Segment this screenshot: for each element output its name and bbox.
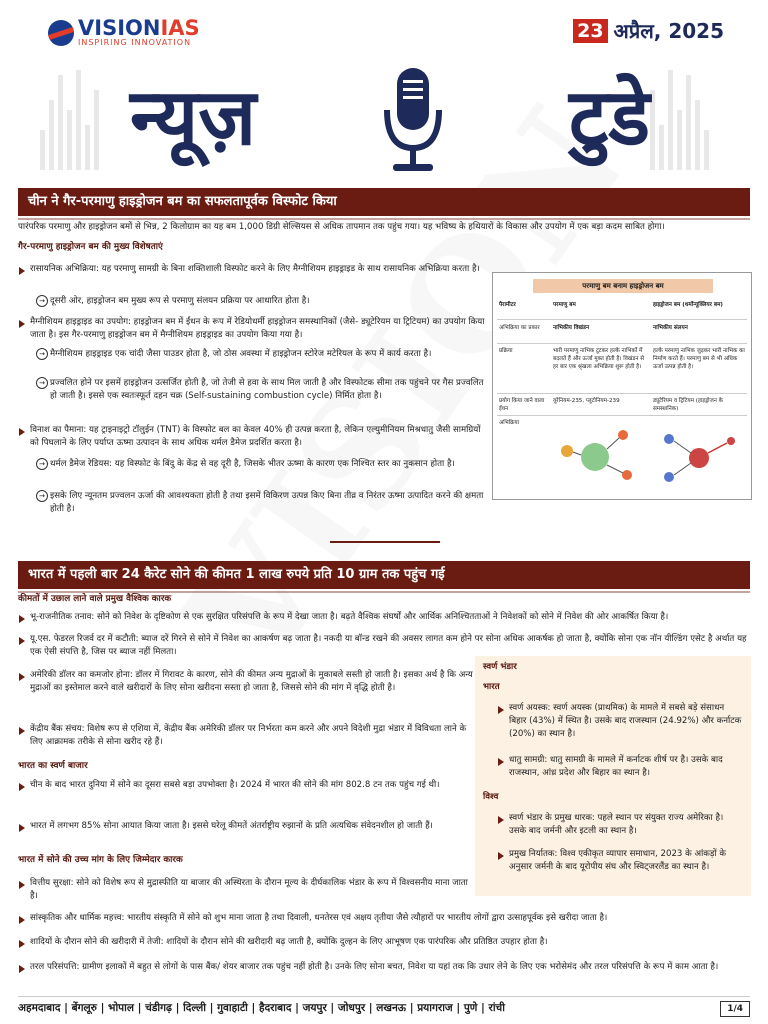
list-item: स्वर्ण अयस्क: स्वर्ण अयस्क (प्राथमिक) के मामले में सबसे बड़े संसाधन बिहार (43%) में स्थित है। उसके बाद राजस्थान (24.92%) और कर्नाटक (20%) का स्थान है। <box>497 702 743 741</box>
box-subhead-india: भारत <box>483 682 500 692</box>
fission-diagram <box>553 421 643 495</box>
sound-bars-left <box>40 60 99 170</box>
footer-cities: अहमदाबाद | बेंगलूरु | भोपाल | चंडीगढ़ | दिल्ली | गुवाहाटी | हैदराबाद | जयपुर | जोधपुर | लखनऊ | प्रयागराज | पुणे | रांची <box>18 1002 505 1014</box>
list-item: → थर्मल डैमेज रेडियस: यह विस्फोट के बिंदु के केंद्र से वह दूरी है, जिसके भीतर ऊष्मा के कारण एक निश्चित स्तर का नुकसान होता है। <box>36 458 486 471</box>
list-item: → प्रज्वलित होने पर इसमें हाइड्रोजन उत्सर्जित होती है, जो तेजी से हवा के साथ मिल जाती है और विस्फोटक सीमा तक पहुंचने पर गैस प्रज्वलित हो जाती है। इससे एक स्वतःस्फूर्त दहन चक्र (Self-sustaining combustion cycle) निर्मित होता है। <box>36 377 486 403</box>
gold-reserve-box <box>475 656 751 896</box>
date-day: 23 <box>573 19 607 43</box>
section2-subhead-2: भारत का स्वर्ण बाजार <box>18 761 88 771</box>
table-cell: ड्यूटेरियम व ट्रिटियम (हाइड्रोजन के समस्थानिक) <box>653 398 723 412</box>
list-item: विनाश का पैमाना: यह ट्राइनाइट्रो टॉलुईन (TNT) के विस्फोट बल का केवल 40% ही उत्पन्न करता है, लेकिन एल्युमीनियम मिश्रधातु जैसी सामग्रियों को पिघलाने के लिए पर्याप्त ऊष्मा उत्पादन के साथ अधिक थर्मल डैमेज प्रदर्शित करता है। <box>18 424 488 450</box>
list-item: शादियों के दौरान सोने की खरीदारी में तेजी: शादियों के दौरान सोने की खरीदारी बढ़ जाती है, क्योंकि दुल्हन के लिए आभूषण एक पारंपरिक और प्रतिष्ठित उपहार होता है। <box>18 936 753 949</box>
table-cell: भारी परमाणु नाभिक टूटकर हल्के नाभिकों में बदलते हैं और ऊर्जा मुक्त होती है। विखंडन से हर बार एक श्रृंखला अभिक्रिया शुरू होती है। <box>553 348 645 370</box>
table-header: पैरामीटर <box>499 302 516 308</box>
table-header: हाइड्रोजन बम (थर्मोन्यूक्लियर बम) <box>653 302 723 308</box>
date-month-year: अप्रैल, 2025 <box>613 19 724 43</box>
section2-subhead-3: भारत में सोने की उच्च मांग के लिए जिम्मेदार कारक <box>18 855 183 865</box>
list-item: तरल परिसंपत्ति: ग्रामीण इलाकों में बहुत से लोगों के पास बैंक/ शेयर बाजार तक पहुंच नहीं होती है। उनके लिए सोना बचत, निवेश या यहां तक कि उधार लेने के लिए एक भरोसेमंद और तरल परिसंपत्ति के रूप में काम आता है। <box>18 961 753 974</box>
microphone-icon <box>375 58 451 178</box>
section1-subhead: गैर-परमाणु हाइड्रोजन बम की मुख्य विशेषताएं <box>18 242 163 252</box>
table-header: परमाणु बम <box>553 302 576 308</box>
table-cell: हल्के परमाणु नाभिक जुड़कर भारी नाभिक का निर्माण करते हैं। परमाणु बम से भी अधिक ऊर्जा उत्पन्न होती है। <box>653 348 745 370</box>
brand-logo[interactable] <box>48 18 200 47</box>
logo-icon <box>48 20 74 46</box>
list-item: धातु सामग्री: धातु सामग्री के मामले में कर्नाटक शीर्ष पर है। उसके बाद राजस्थान, आंध्र प्रदेश और बिहार का स्थान है। <box>497 754 743 780</box>
section-divider <box>330 541 440 543</box>
brand-name: VISIONIAS <box>78 16 200 40</box>
list-item: → दूसरी ओर, हाइड्रोजन बम मुख्य रूप से परमाणु संलयन प्रक्रिया पर आधारित होता है। <box>36 295 486 308</box>
list-item: प्रमुख निर्यातक: विश्व एकीकृत व्यापार समाधान, 2023 के आंकड़ों के अनुसार जर्मनी के बाद यूरोपीय संघ और स्विट्जरलैंड का स्थान है। <box>497 848 743 874</box>
table-cell: अभिक्रिया <box>499 420 520 426</box>
table-cell: नाभिकीय संलयन <box>653 325 688 331</box>
list-item: → मैग्नीशियम हाइड्राइड एक चांदी जैसा पाउडर होता है, जो ठोस अवस्था में हाइड्रोजन स्टोरेज मटेरियल के रूप में कार्य करता है। <box>36 348 486 361</box>
issue-date <box>573 17 724 44</box>
list-item: → इसके लिए न्यूनतम प्रज्वलन ऊर्जा की आवश्यकता होती है तथा इसमें विकिरण उत्पन्न किए बिना तीव्र व निरंतर ऊष्मा उत्पादित करने की क्षमता होती है। <box>36 490 486 516</box>
list-item: वित्तीय सुरक्षा: सोने को विशेष रूप से मुद्रास्फीति या बाजार की अस्थिरता के दौरान मूल्य के दीर्घकालिक भंडार के रूप में विश्वसनीय माना जाता है। <box>18 877 473 903</box>
list-item: अमेरिकी डॉलर का कमजोर होना: डॉलर में गिरावट के कारण, सोने की कीमत अन्य मुद्राओं के मुकाबले सस्ती हो जाती है। इसका अर्थ है कि अन्य मुद्राओं का इस्तेमाल करने वाले खरीदारों के लिए सोना खरीदना सस्ता हो जाता है, जिससे सोने की मांग में वृद्धि होती है। <box>18 669 473 695</box>
comparison-table <box>492 272 752 500</box>
table-cell: नाभिकीय विखंडन <box>553 325 590 331</box>
table-cell: प्रयोग किया जाने वाला ईंधन <box>499 398 545 412</box>
section2-subhead-1: कीमतों में उछाल लाने वाले प्रमुख वैश्विक कारक <box>18 594 172 604</box>
box-subhead-world: विश्व <box>483 792 499 802</box>
list-item: मैग्नीशियम हाइड्राइड का उपयोग: हाइड्रोजन बम में ईंधन के रूप में रेडियोधर्मी हाइड्रोजन समस्थानिकों (जैसे- ड्यूटेरियम या ट्रिटियम) का उपयोग किया जाता है। इस गैर-परमाणु हाइड्रोजन बम में मैग्नीशियम हाइड्राइड का उपयोग किया गया है। <box>18 316 488 342</box>
section-heading-hydrogen-bomb: चीन ने गैर-परमाणु हाइड्रोजन बम का सफलतापूर्वक विस्फोट किया <box>18 188 750 216</box>
section1-intro: पारंपरिक परमाणु और हाइड्रोजन बमों से भिन्न, 2 किलोग्राम का यह बम 1,000 डिग्री सेल्सियस से अधिक तापमान तक पहुंच गया। यह भविष्य के हथियारों के विकास और उपयोग में एक बड़ा कदम साबित होगा। <box>18 222 665 232</box>
page-number: 1/4 <box>720 1001 750 1017</box>
section-heading-gold-price: भारत में पहली बार 24 कैरेट सोने की कीमत 1 लाख रुपये प्रति 10 ग्राम तक पहुंच गई <box>18 561 750 589</box>
list-item: स्वर्ण भंडार के प्रमुख धारक: पहले स्थान पर संयुक्त राज्य अमेरिका है। उसके बाद जर्मनी और इटली का स्थान है। <box>497 812 743 838</box>
brand-tagline: INSPIRING INNOVATION <box>78 38 192 47</box>
publication-title <box>130 58 650 178</box>
masthead <box>0 0 768 184</box>
title-right: टुडे <box>568 72 650 163</box>
title-left: न्यूज़ <box>130 72 257 163</box>
list-item: चीन के बाद भारत दुनिया में सोने का दूसरा सबसे बड़ा उपभोक्ता है। 2024 में भारत की सोने की मांग 802.8 टन तक पहुंच गई थी। <box>18 779 473 792</box>
list-item: भू-राजनीतिक तनाव: सोने को निवेश के दृष्टिकोण से एक सुरक्षित परिसंपत्ति के रूप में देखा जाता है। बढ़ते वैश्विक संघर्षों और आर्थिक अनिश्चितताओं ने निवेशकों को सोने में निवेश की ओर आकर्षित किया है। <box>18 611 753 624</box>
box-title: स्वर्ण भंडार <box>483 662 517 672</box>
table-cell: प्रक्रिया <box>499 348 513 354</box>
list-item: सांस्कृतिक और धार्मिक महत्त्व: भारतीय संस्कृति में सोने को शुभ माना जाता है तथा दिवाली, धनतेरस एवं अक्षय तृतीया जैसे त्यौहारों पर भारतीय लोगों द्वारा उत्साहपूर्वक इसे खरीदा जाता है। <box>18 912 753 925</box>
table-title: परमाणु बम बनाम हाइड्रोजन बम <box>533 279 713 293</box>
sound-bars-right <box>650 60 709 170</box>
list-item: केंद्रीय बैंक संचय: विशेष रूप से एशिया में, केंद्रीय बैंक अमेरिकी डॉलर पर निर्भरता कम करने और अपने विदेशी मुद्रा भंडार में विविधता लाने के लिए आक्रामक तरीके से सोना खरीद रहे हैं। <box>18 723 473 749</box>
footer <box>18 996 750 1019</box>
list-item: यू.एस. फेडरल रिजर्व दर में कटौती: ब्याज दरें गिरने से सोने में निवेश का आकर्षण बढ़ जाता है। नकदी या बॉन्ड रखने की अवसर लागत कम होने पर सोना अधिक आकर्षक हो जाता है, क्योंकि सोना एक नॉन यील्डिंग एसेट है अर्थात यह एक ऐसी संपत्ति है, जिस पर ब्याज नहीं मिलता। <box>18 633 753 659</box>
table-cell: अभिक्रिया का प्रकार <box>499 325 540 331</box>
table-cell: यूरेनियम-235, प्लूटोनियम-239 <box>553 398 620 404</box>
list-item: भारत में लगभग 85% सोना आयात किया जाता है। इससे घरेलू कीमतें अंतर्राष्ट्रीय रुझानों के प्रति अत्यधिक संवेदनशील हो जाती हैं। <box>18 820 473 833</box>
fusion-diagram <box>653 421 743 495</box>
list-item: रासायनिक अभिक्रिया: यह परमाणु सामग्री के बिना शक्तिशाली विस्फोट करने के लिए मैग्नीशियम हाइड्राइड के साथ रासायनिक अभिक्रिया करता है। <box>18 263 488 276</box>
